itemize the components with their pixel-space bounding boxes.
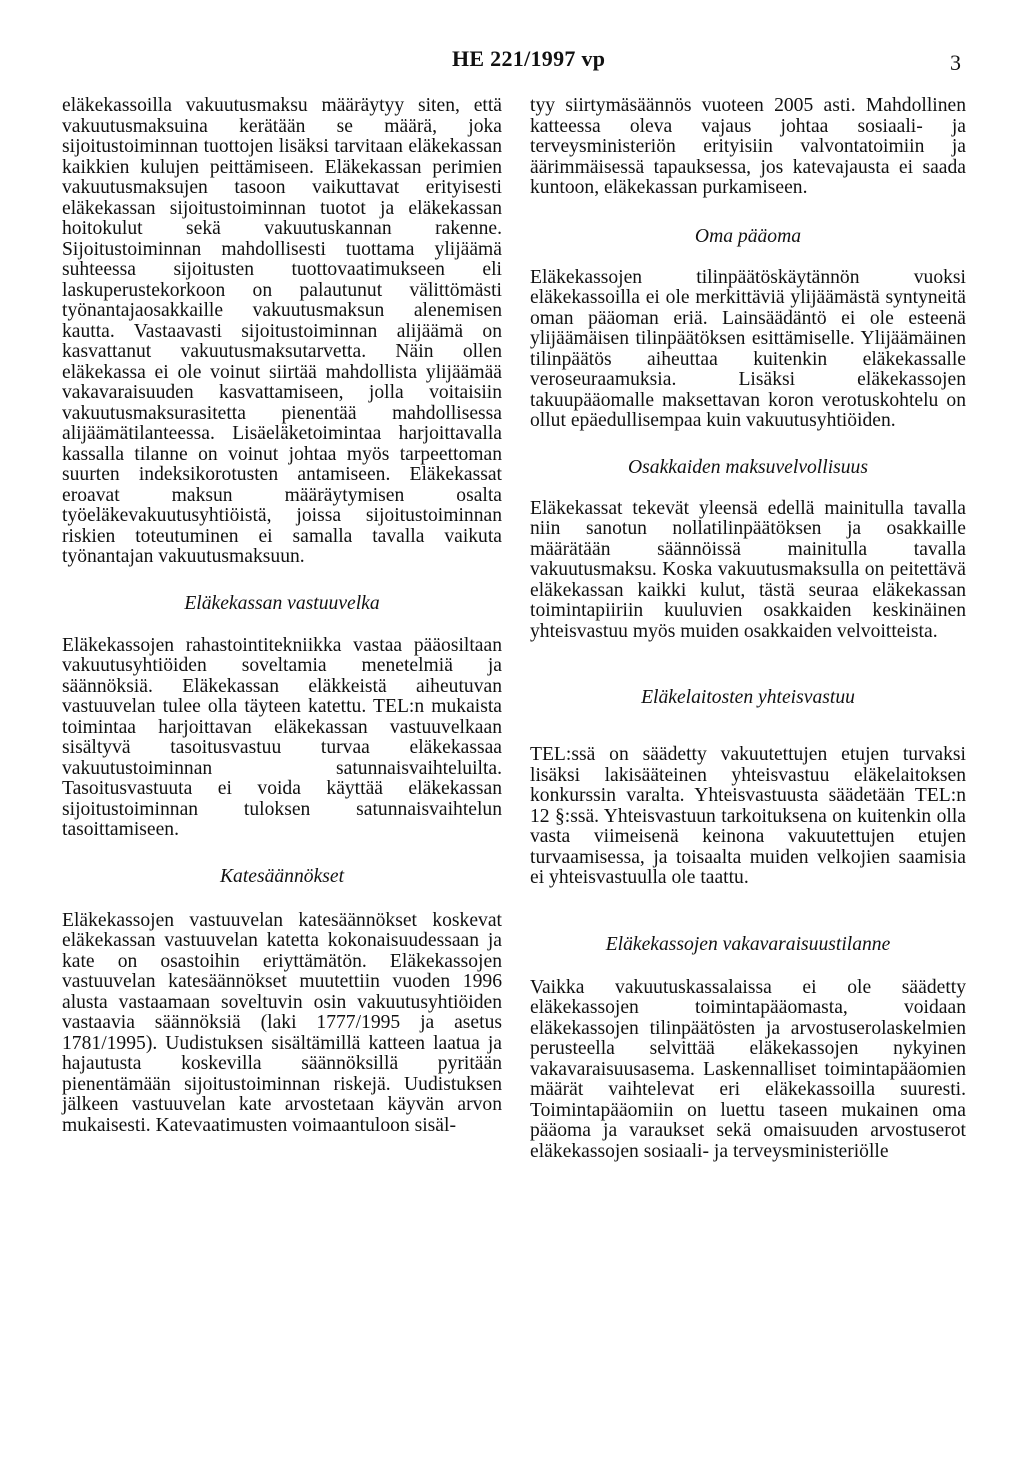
page-header <box>0 40 1024 80</box>
page-number: 3 <box>950 50 961 75</box>
left-column <box>62 96 502 1136</box>
paragraph: Eläkekassojen tilinpäätöskäytännön vuoksi eläkekassoilla ei ole merkittäviä ylijäämästä syntyneitä oman pääoman eriä. Lainsäädäntö ei ole esteenä ylijäämäisen tilinpäätöksen esittämiselle. Ylijäämäinen tilinpäätös aiheuttaa kuitenkin eläkekassalle veroseuraamuksia. Lisäksi eläkekassojen takuupääomalle maksettavan koron verotuskohtelu on ollut epäedullisempaa kuin vakuutusyhtiöiden. <box>530 266 966 431</box>
paragraph: Vaikka vakuutuskassalaissa ei ole säädetty eläkekassojen toimintapääomasta, voidaan eläkekassojen tilinpäätösten ja arvostuserolaskelmien perusteella selvittää eläkekassojen nykyinen vakavaraisuusasema. Laskennalliset toimintapääomien määrät vaihtelevat eri eläkekassoilla suuresti. Toimintapääomiin on luettu taseen mukainen oma pääoma ja varaukset sekä omaisuuden arvostuserot eläkekassojen sosiaali- ja terveysministeriölle <box>530 976 966 1162</box>
right-column <box>530 96 966 1162</box>
section-heading: Eläkelaitosten yhteisvastuu <box>641 687 855 708</box>
paragraph: Eläkekassojen rahastointitekniikka vastaa pääosiltaan vakuutusyhtiöiden soveltamia menetelmiä ja säännöksiä. Eläkekassan eläkkeistä aiheutuvan vastuuvelan tulee olla täyteen katettu. TEL:n mukaista toimintaa harjoittavan eläkekassan vastuuvelkaan sisältyvä tasoitusvastuu turvaa eläkekassaa vakuutustoiminnan satunnaisvaihteluilta. Tasoitusvastuuta ei voida käyttää eläkekassan sijoitustoiminnan tuloksen satunnaisvaihtelun tasoittamiseen. <box>62 634 502 840</box>
paragraph: Eläkekassat tekevät yleensä edellä mainitulla tavalla niin sanotun nollatilinpäätöksen ja osakkaille määrätään säännöissä mainitulla tavalla vakuutusmaksu. Koska vakuutusmaksulla on peitettävä eläkekassan kaikki kulut, tästä seuraa eläkekassan toimintapiiriin kuuluvien osakkaiden keskinäinen yhteisvastuu myös muiden osakkaiden velvoitteista. <box>530 497 966 642</box>
paragraph: TEL:ssä on säädetty vakuutettujen etujen turvaksi lisäksi lakisääteinen yhteisvastuu eläkelaitoksen konkurssin varalta. Yhteisvastuusta säädetään TEL:n 12 §:ssä. Yhteisvastuun tarkoituksena on kuitenkin olla vasta viimeisenä keinona vakuutettujen etujen turvaamisessa, ja toisaalta muiden velkojien saamisia ei yhteisvastuulla ole taattu. <box>530 744 966 888</box>
paragraph: eläkekassoilla vakuutusmaksu määräytyy siten, että vakuutusmaksuina kerätään se määrä, joka sijoitustoiminnan tuottojen lisäksi tarvitaan eläkekassan kaikkien kulujen peittämiseen. Eläkekassan perimien vakuutusmaksujen tasoon vaikuttavat erityisesti eläkekassan sijoitustoiminnan tuotot ja eläkekassan hoitokulut sekä vakuutuskannan rakenne. Sijoitustoiminnan mahdollisesti tuottama ylijäämä suhteessa sijoitusten tuottovaatimukseen eli laskuperustekorkoon on palautunut välittömästi työnantajaosakkaille vakuutusmaksun alenemisen kautta. Vastaavasti sijoitustoiminnan alijäämä on kasvattanut vakuutusmaksutarvetta. Näin ollen eläkekassa ei ole voinut siirtää mahdollista ylijäämää vakavaraisuuden kasvattamiseen, jolla voitaisiin vakuutusmaksurasitetta pienentää mahdollisessa alijäämätilanteessa. Lisäeläketoimintaa harjoittavalla kassalla tilanne on voinut johtaa myös tarpeettoman suurten indeksikorotusten antamiseen. Eläkekassat eroavat maksun määräytymisen osalta työeläkevakuutusyhtiöistä, joissa sijoitustoiminnan riskien toteutuminen ei samalla tavalla vaikuta työnantajan vakuutusmaksuun. <box>62 95 502 567</box>
section-heading: Eläkekassan vastuuvelka <box>184 592 380 614</box>
section-heading: Oma pääoma <box>694 225 802 247</box>
document-title: HE 221/1997 vp <box>452 46 606 71</box>
paragraph: Eläkekassojen vastuuvelan katesäännökset koskevat eläkekassan vastuuvelan katetta kokonaisuudessaan ja kate on osastoihin eriyttämätön. Eläkekassojen vastuuvelan katesäännökset muutettiin vuoden 1996 alusta vastaamaan soveltuvin osin vakuutusyhtiöiden vastaavia säännöksiä (laki 1777/1995 ja asetus 1781/1995). Uudistuksen sisältämillä katteen laatua ja hajautusta koskevilla säännöksillä pyritään pienentämään sijoitustoiminnan riskejä. Uudistuksen jälkeen vastuuvelan kate arvostetaan käyvän arvon mukaisesti. Katevaatimusten voimaantuloon sisäl- <box>62 909 502 1136</box>
section-heading: Eläkekassojen vakavaraisuustilanne <box>605 933 891 955</box>
section-heading: Osakkaiden maksuvelvollisuus <box>628 456 868 478</box>
section-heading: Katesäännökset <box>219 865 345 887</box>
paragraph: tyy siirtymäsäännös vuoteen 2005 asti. Mahdollinen katteessa oleva vajaus johtaa sosiaali- ja terveysministeriön erityisiin valvontatoimiin ja äärimmäisessä tapauksessa, jos katevajausta ei saada kuntoon, eläkekassan purkamiseen. <box>530 95 966 198</box>
